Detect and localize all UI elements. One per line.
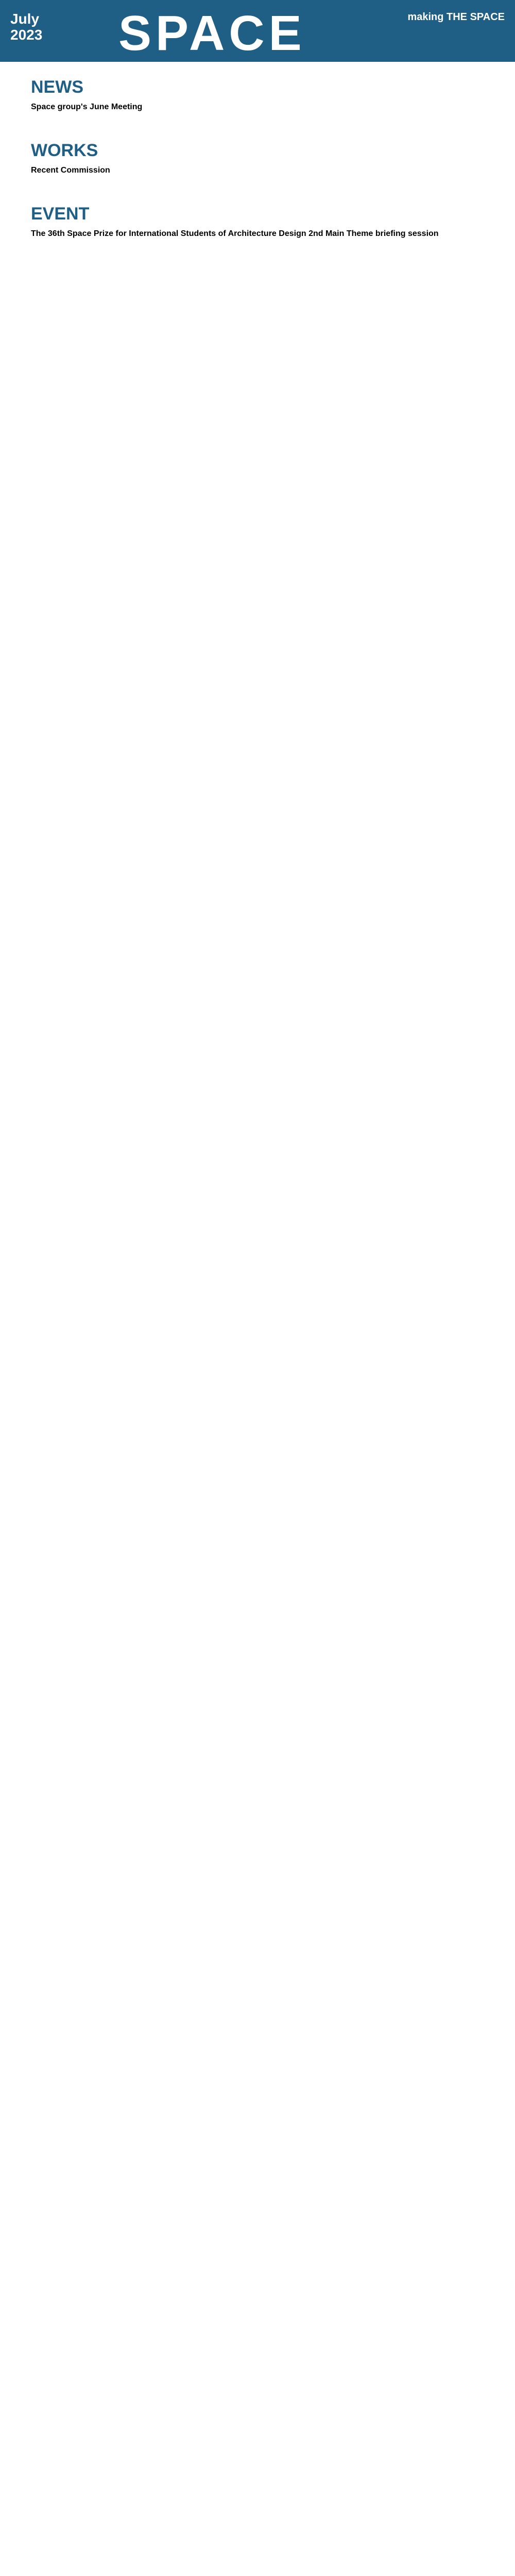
section-title: WORKS	[31, 141, 98, 160]
news-section	[0, 62, 515, 125]
event-section	[0, 189, 515, 252]
section-title: EVENT	[31, 204, 90, 224]
news-item-title: Space group's June Meeting	[31, 103, 143, 111]
event-item-title: The 36th Space Prize for International Students of Architecture Design 2nd Main Theme briefing session	[31, 229, 439, 238]
tagline: making THE SPACE	[407, 11, 505, 23]
page-header	[0, 0, 515, 62]
issue-date: July 2023	[10, 11, 43, 43]
masthead-title: SPACE	[118, 6, 306, 61]
works-item-title: Recent Commission	[31, 166, 110, 175]
section-title: NEWS	[31, 77, 83, 97]
works-section	[0, 125, 515, 189]
